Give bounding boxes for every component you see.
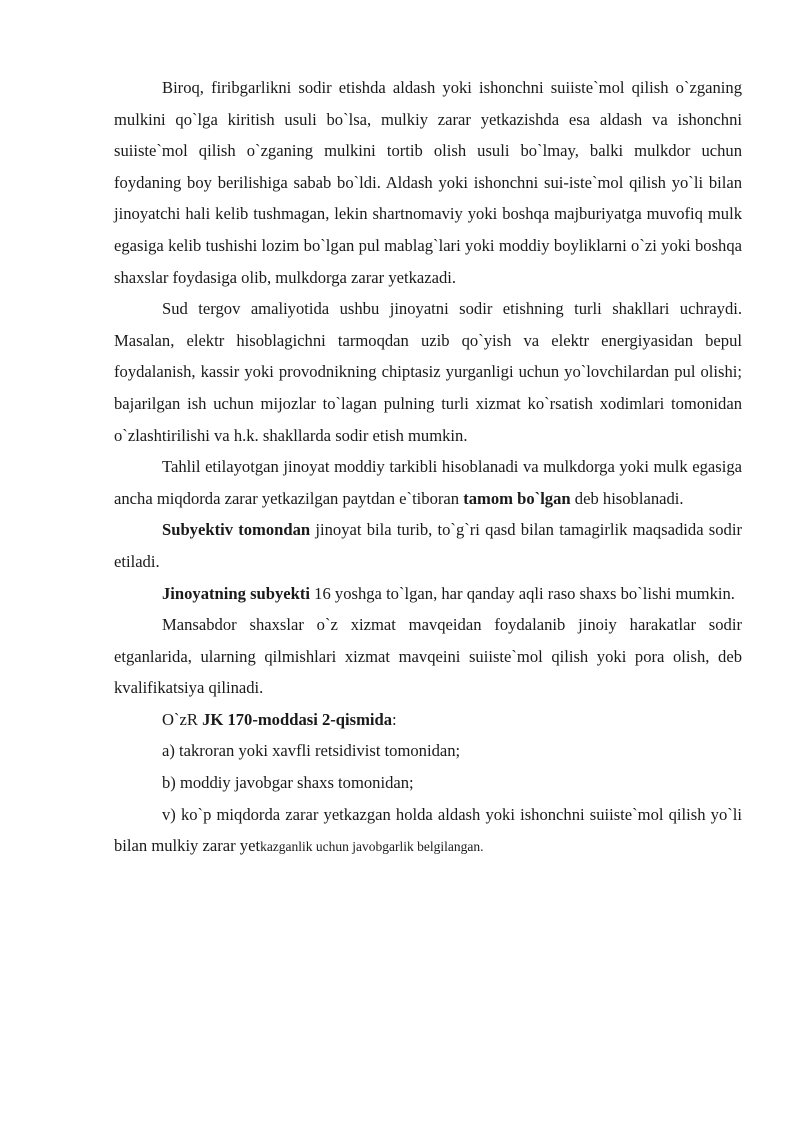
list-item-a: a) takroran yoki xavfli retsidivist tomonidan; [162,741,461,761]
paragraph-5-bold: Jinoyatning subyekti [162,583,311,603]
paragraph-3-bold: tamom bo`lgan [463,488,571,508]
paragraph-4-text: jinoyat bila turib, to`g`ri qasd bilan tamagirlik maqsadida sodir etiladi. [114,520,742,571]
paragraph-7-text: O`zR [162,709,203,729]
paragraph-1: Biroq, firibgarlikni sodir etishda aldash yoki ishonchni suiiste`mol qilish o`zganing mulkini qo`lga kiritish usuli bo`lsa, mulkiy zarar yetkazishda esa aldash va ishonchni suiiste`mol qilish o`zganing mulkini tortib olish usuli bo`lmay, balki mulkdor uchun foydaning boy berilishiga sabab bo`ldi. Aldash yoki ishonchni sui-iste`mol qilish yo`li bilan jinoyatchi hali kelib tushmagan, lekin shartnomaviy yoki boshqa majburiyatga muvofiq mulk egasiga kelib tushishi lozim bo`lgan pul mablag`lari yoki moddiy boyliklarni o`zi yoki boshqa shaxslar foydasiga olib, mulkdorga zarar yetkazadi. [114,78,742,287]
paragraph-2: Sud tergov amaliyotida ushbu jinoyatni sodir etishning turli shakllari uchraydi. Masalan, elektr hisoblagichni tarmoqdan uzib qo`yish va elektr energiyasidan bepul foydalanish, kassir yoki provodnikning chiptasiz yurganligi uchun yo`lovchilardan pul olishi; bajarilgan ish uchun mijozlar to`lagan pulning turli xizmat ko`rsatish xodimlari tomonidan o`zlashtirilishi va h.k. shakllarda sodir etish mumkin. [114,299,742,445]
document-page [114,72,742,863]
paragraph-3-text: Tahlil etilayotgan jinoyat moddiy tarkibli hisoblanadi va mulkdorga yoki mulk egasiga ancha miqdorda zarar yetkazilgan paytdan e`tiboran [114,457,742,508]
paragraph-3 [114,451,742,514]
list-item-b: b) moddiy javobgar shaxs tomonidan; [162,773,414,793]
list-item-v-small: kazganlik uchun javobgarlik belgilangan. [260,839,484,855]
list-item-v [114,799,742,863]
paragraph-4 [114,514,742,577]
list-item-v-text: v) ko`p miqdorda zarar yetkazgan holda aldash yoki ishonchni suiiste`mol qilish yo`li bilan mulkiy zarar yet [114,804,742,856]
paragraph-4-bold: Subyektiv tomondan [162,520,311,540]
paragraph-7-end: : [392,709,397,729]
paragraph-5 [114,578,742,610]
paragraph-5-text: 16 yoshga to`lgan, har qanday aqli raso shaxs bo`lishi mumkin. [310,583,735,603]
paragraph-6: Mansabdor shaxslar o`z xizmat mavqeidan foydalanib jinoiy harakatlar sodir etganlarida, ularning qilmishlari xizmat mavqeini suiiste`mol qilish yoki pora olish, deb kvalifikatsiya qilinadi. [114,615,742,698]
paragraph-7 [114,704,742,736]
paragraph-3-end: deb hisoblanadi. [570,488,684,508]
paragraph-7-bold: JK 170-moddasi 2-qismida [202,709,393,729]
